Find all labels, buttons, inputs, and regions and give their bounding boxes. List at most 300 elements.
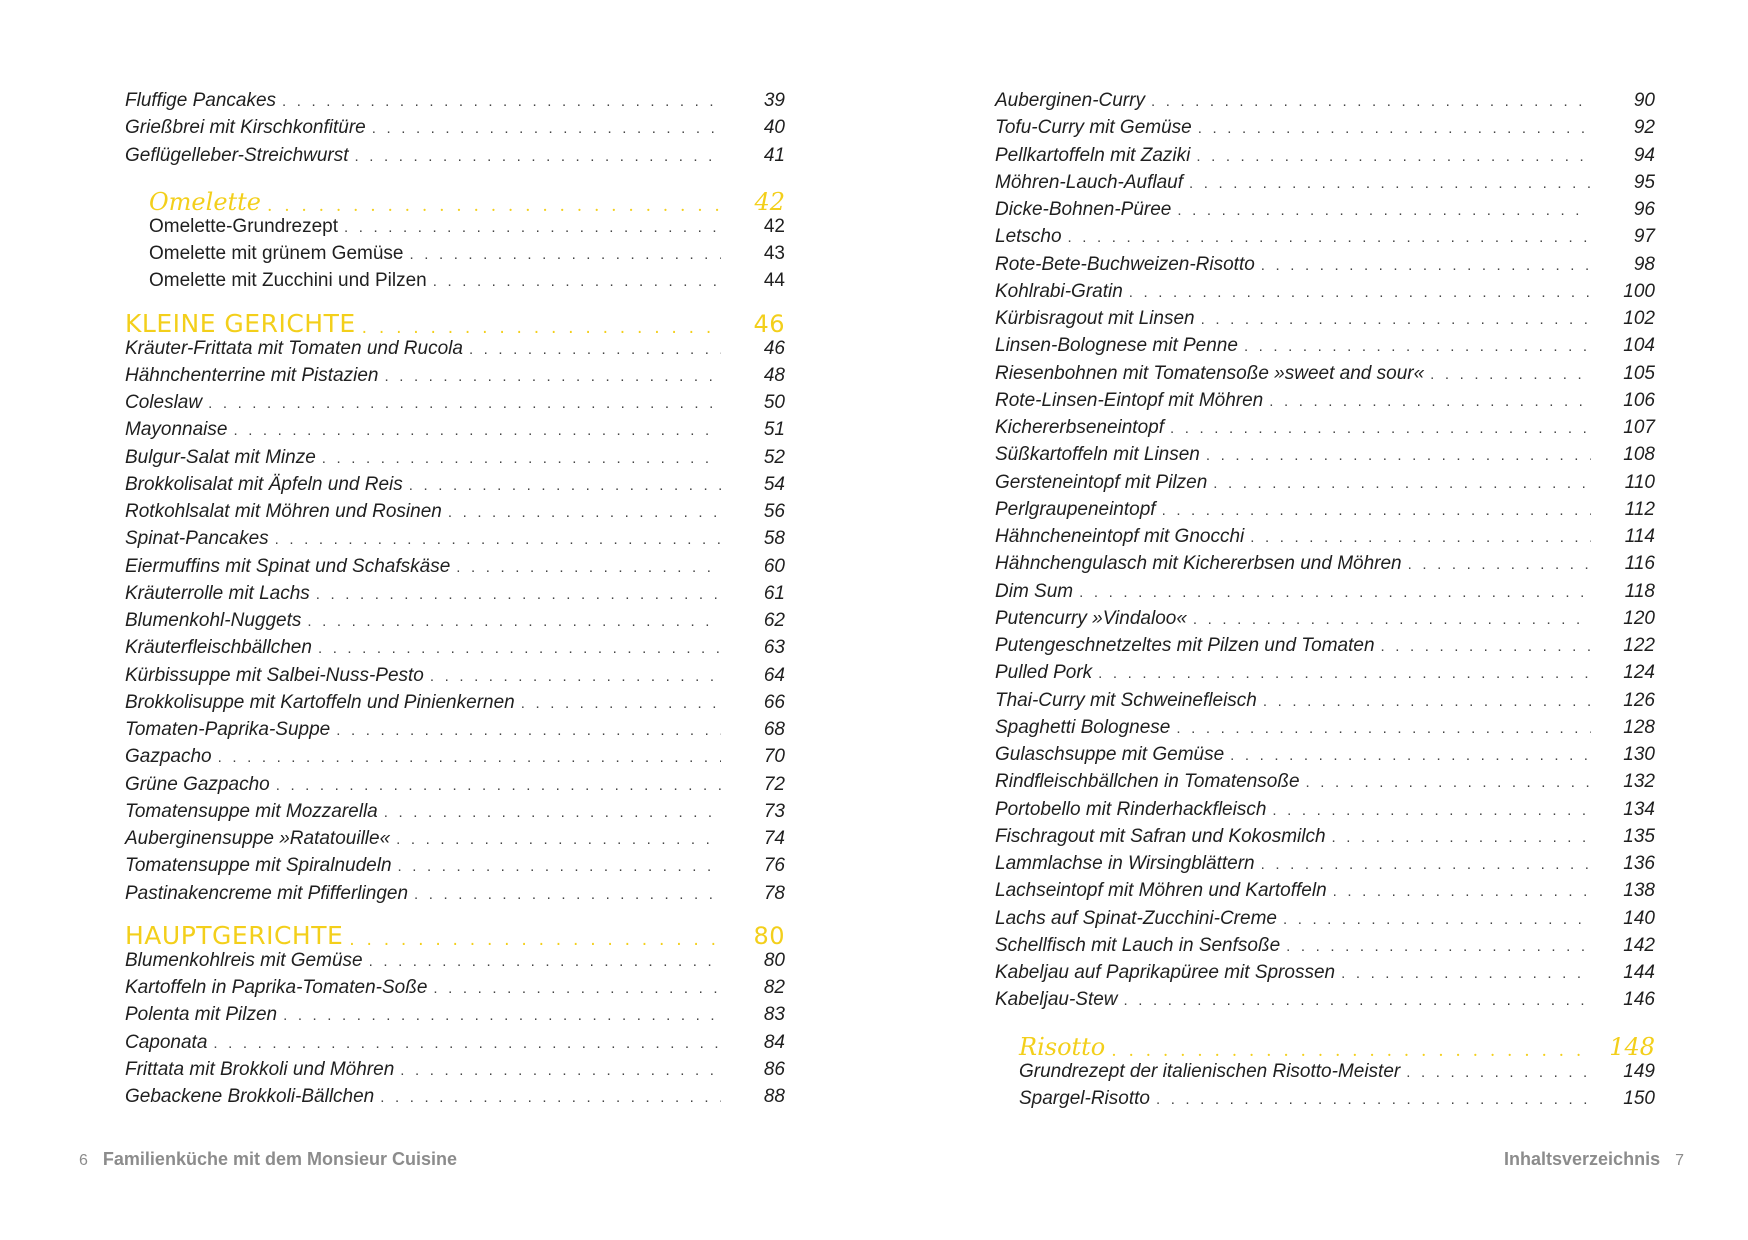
dot-leader bbox=[456, 559, 721, 576]
dot-leader bbox=[1261, 856, 1591, 873]
toc-entry-page: 100 bbox=[1623, 280, 1655, 302]
footer-right bbox=[1504, 1149, 1684, 1170]
toc-entry-page: 150 bbox=[1623, 1087, 1655, 1109]
dot-leader bbox=[1244, 338, 1591, 355]
toc-entry-title: Eiermuffins mit Spinat und Schafskäse bbox=[125, 555, 451, 577]
toc-entry bbox=[125, 801, 785, 828]
dot-leader bbox=[384, 368, 721, 385]
toc-subentry bbox=[125, 270, 785, 297]
toc-entry-page: 97 bbox=[1633, 226, 1655, 248]
toc-entry bbox=[995, 935, 1655, 962]
toc-section-heading bbox=[125, 186, 785, 216]
dot-leader bbox=[276, 777, 721, 794]
toc-entry-page: 39 bbox=[763, 90, 785, 111]
toc-entry-page: 132 bbox=[1623, 771, 1655, 793]
toc-entry-title: HAUPTGERICHTE bbox=[125, 920, 344, 950]
toc-entry bbox=[995, 254, 1655, 281]
toc-entry bbox=[995, 417, 1655, 444]
toc-entry-page: 42 bbox=[763, 215, 785, 237]
dot-leader bbox=[1156, 1091, 1591, 1108]
toc-entry bbox=[125, 746, 785, 773]
toc-left-column bbox=[125, 90, 785, 1113]
toc-entry bbox=[125, 1059, 785, 1086]
toc-entry-page: 96 bbox=[1633, 199, 1655, 220]
toc-entry-page: 128 bbox=[1623, 716, 1655, 738]
toc-entry-title: Kartoffeln in Paprika-Tomaten-Soße bbox=[125, 977, 428, 998]
dot-leader bbox=[1341, 965, 1591, 982]
toc-entry-page: 94 bbox=[1633, 144, 1655, 166]
toc-entry bbox=[125, 145, 785, 172]
toc-entry bbox=[995, 145, 1655, 172]
dot-leader bbox=[409, 477, 721, 494]
dot-leader bbox=[384, 804, 721, 821]
toc-entry-title: Mayonnaise bbox=[125, 419, 228, 441]
toc-chapter-heading bbox=[125, 304, 785, 338]
toc-entry-page: 66 bbox=[763, 691, 785, 713]
toc-entry bbox=[125, 665, 785, 692]
toc-entry-title: Omelette bbox=[149, 187, 262, 216]
toc-entry-title: Putencurry »Vindaloo« bbox=[995, 607, 1187, 629]
toc-entry-page: 122 bbox=[1623, 635, 1655, 656]
dot-leader bbox=[1381, 638, 1591, 655]
toc-entry bbox=[125, 637, 785, 664]
toc-entry bbox=[995, 526, 1655, 553]
dot-leader bbox=[283, 1007, 721, 1024]
toc-entry-page: 72 bbox=[763, 773, 785, 795]
toc-entry-title: Tomaten-Paprika-Suppe bbox=[125, 719, 331, 740]
dot-leader bbox=[1189, 175, 1591, 192]
toc-entry bbox=[995, 744, 1655, 771]
toc-entry-page: 46 bbox=[753, 309, 785, 338]
toc-entry-page: 58 bbox=[763, 528, 785, 550]
toc-entry bbox=[995, 472, 1655, 499]
dot-leader bbox=[322, 450, 721, 467]
toc-entry bbox=[995, 880, 1655, 907]
dot-leader bbox=[1250, 529, 1591, 546]
section-title: Inhaltsverzeichnis bbox=[1504, 1149, 1661, 1169]
toc-entry bbox=[995, 608, 1655, 635]
toc-entry-page: 40 bbox=[763, 117, 785, 139]
book-title: Familienküche mit dem Monsieur Cuisine bbox=[102, 1149, 457, 1169]
toc-entry-title: Hähncheneintopf mit Gnocchi bbox=[995, 526, 1245, 547]
toc-entry-page: 146 bbox=[1623, 989, 1655, 1011]
dot-leader bbox=[1306, 774, 1591, 791]
toc-entry-page: 114 bbox=[1624, 526, 1655, 547]
toc-entry-title: Kräuterrolle mit Lachs bbox=[125, 582, 310, 604]
toc-subentry bbox=[995, 1088, 1655, 1115]
toc-entry-title: Perlgraupeneintopf bbox=[995, 498, 1156, 520]
toc-entry-page: 84 bbox=[763, 1031, 785, 1053]
toc-entry bbox=[125, 392, 785, 419]
toc-entry bbox=[995, 908, 1655, 935]
toc-entry-page: 106 bbox=[1623, 389, 1655, 411]
dot-leader bbox=[267, 196, 721, 216]
toc-entry-title: Rindfleischbällchen in Tomatensoße bbox=[995, 771, 1300, 793]
page-number-right: 7 bbox=[1675, 1152, 1684, 1169]
toc-entry-title: Grundrezept der italienischen Risotto-Meister bbox=[1019, 1060, 1401, 1082]
toc-entry bbox=[125, 1086, 785, 1113]
toc-entry-title: Fischragout mit Safran und Kokosmilch bbox=[995, 825, 1326, 847]
dot-leader bbox=[1151, 93, 1591, 110]
dot-leader bbox=[336, 722, 721, 739]
dot-leader bbox=[318, 640, 721, 657]
dot-leader bbox=[233, 422, 721, 439]
toc-entry-title: Bulgur-Salat mit Minze bbox=[125, 446, 316, 468]
toc-entry-title: Portobello mit Rinderhackfleisch bbox=[995, 798, 1267, 820]
toc-entry bbox=[995, 717, 1655, 744]
dot-leader bbox=[1198, 120, 1591, 137]
toc-entry bbox=[995, 799, 1655, 826]
toc-entry-title: Putengeschnetzeltes mit Pilzen und Tomaten bbox=[995, 635, 1375, 656]
dot-leader bbox=[1193, 611, 1591, 628]
dot-leader bbox=[1261, 257, 1591, 274]
dot-leader bbox=[1408, 556, 1591, 573]
toc-entry bbox=[995, 117, 1655, 144]
toc-entry-page: 138 bbox=[1623, 880, 1655, 902]
toc-entry bbox=[995, 335, 1655, 362]
toc-entry-page: 92 bbox=[1633, 117, 1655, 139]
toc-entry bbox=[995, 635, 1655, 662]
toc-entry-page: 51 bbox=[763, 419, 785, 441]
toc-entry-title: Kabeljau auf Paprikapüree mit Sprossen bbox=[995, 962, 1336, 983]
toc-entry-page: 88 bbox=[763, 1086, 785, 1107]
dot-leader bbox=[430, 668, 721, 685]
dot-leader bbox=[1129, 284, 1591, 301]
toc-entry-title: Blumenkohlreis mit Gemüse bbox=[125, 949, 363, 971]
toc-entry-title: Kürbissuppe mit Salbei-Nuss-Pesto bbox=[125, 664, 424, 686]
footer-left bbox=[79, 1149, 457, 1170]
dot-leader bbox=[1406, 1064, 1591, 1081]
toc-entry-title: Omelette-Grundrezept bbox=[149, 215, 339, 237]
toc-entry-page: 118 bbox=[1624, 580, 1655, 602]
toc-entry-page: 104 bbox=[1623, 335, 1655, 357]
toc-entry-page: 95 bbox=[1633, 171, 1655, 193]
toc-entry-page: 120 bbox=[1623, 607, 1655, 629]
toc-entry-title: Rotkohlsalat mit Möhren und Rosinen bbox=[125, 501, 442, 522]
toc-entry bbox=[995, 444, 1655, 471]
toc-entry-page: 61 bbox=[763, 582, 785, 604]
toc-entry-title: Auberginen-Curry bbox=[995, 90, 1145, 111]
toc-entry-page: 42 bbox=[754, 187, 785, 216]
toc-entry-page: 68 bbox=[763, 719, 785, 740]
toc-subentry bbox=[125, 243, 785, 270]
toc-entry-page: 52 bbox=[763, 446, 785, 468]
dot-leader bbox=[1196, 148, 1591, 165]
dot-leader bbox=[398, 858, 721, 875]
toc-entry-title: Omelette mit grünem Gemüse bbox=[149, 243, 404, 264]
toc-entry-page: 64 bbox=[763, 664, 785, 686]
dot-leader bbox=[1269, 393, 1591, 410]
toc-entry-title: Dim Sum bbox=[995, 580, 1074, 602]
toc-entry-title: Omelette mit Zucchini und Pilzen bbox=[149, 270, 427, 292]
toc-entry-page: 48 bbox=[763, 364, 785, 386]
dot-leader bbox=[307, 613, 721, 630]
toc-entry-page: 90 bbox=[1633, 90, 1655, 111]
toc-entry-title: Grüne Gazpacho bbox=[125, 773, 270, 795]
toc-entry-title: Spaghetti Bolognese bbox=[995, 716, 1171, 738]
toc-right-column bbox=[995, 90, 1655, 1115]
toc-entry-title: Hähnchengulasch mit Kichererbsen und Möhren bbox=[995, 553, 1402, 575]
toc-entry-title: Blumenkohl-Nuggets bbox=[125, 610, 302, 631]
dot-leader bbox=[282, 93, 721, 110]
dot-leader bbox=[208, 395, 721, 412]
toc-entry-title: Thai-Curry mit Schweinefleisch bbox=[995, 689, 1257, 711]
dot-leader bbox=[349, 930, 721, 950]
toc-entry bbox=[995, 281, 1655, 308]
toc-entry-page: 82 bbox=[763, 977, 785, 998]
toc-entry-title: Gazpacho bbox=[125, 746, 212, 768]
toc-entry bbox=[995, 853, 1655, 880]
toc-entry bbox=[995, 771, 1655, 798]
toc-entry bbox=[995, 690, 1655, 717]
dot-leader bbox=[521, 695, 721, 712]
toc-entry-title: Coleslaw bbox=[125, 392, 203, 413]
toc-entry bbox=[995, 226, 1655, 253]
toc-entry bbox=[125, 583, 785, 610]
toc-entry-title: Fluffige Pancakes bbox=[125, 90, 277, 111]
toc-entry-page: 83 bbox=[763, 1004, 785, 1026]
toc-entry-page: 80 bbox=[763, 949, 785, 971]
toc-entry-page: 76 bbox=[763, 855, 785, 877]
toc-entry bbox=[125, 338, 785, 365]
dot-leader bbox=[1332, 829, 1591, 846]
toc-entry-title: Linsen-Bolognese mit Penne bbox=[995, 335, 1238, 357]
dot-leader bbox=[433, 273, 721, 290]
toc-entry-page: 135 bbox=[1623, 825, 1655, 847]
toc-entry bbox=[125, 692, 785, 719]
dot-leader bbox=[218, 749, 721, 766]
toc-entry bbox=[995, 581, 1655, 608]
dot-leader bbox=[1286, 938, 1591, 955]
toc-entry bbox=[995, 390, 1655, 417]
dot-leader bbox=[1177, 202, 1591, 219]
toc-entry-title: Lachseintopf mit Möhren und Kartoffeln bbox=[995, 880, 1327, 902]
toc-entry-title: Brokkolisalat mit Äpfeln und Reis bbox=[125, 473, 403, 495]
toc-entry bbox=[995, 199, 1655, 226]
toc-entry-title: Tomatensuppe mit Spiralnudeln bbox=[125, 855, 392, 877]
dot-leader bbox=[433, 980, 721, 997]
toc-entry-title: Dicke-Bohnen-Püree bbox=[995, 199, 1172, 220]
toc-entry-title: Risotto bbox=[1019, 1032, 1106, 1061]
toc-entry-page: 43 bbox=[763, 243, 785, 264]
dot-leader bbox=[1176, 720, 1591, 737]
toc-entry-title: Kichererbseneintopf bbox=[995, 417, 1164, 438]
toc-entry-title: Letscho bbox=[995, 226, 1062, 248]
dot-leader bbox=[414, 886, 721, 903]
dot-leader bbox=[372, 120, 721, 137]
toc-entry bbox=[125, 474, 785, 501]
dot-leader bbox=[1333, 883, 1591, 900]
toc-entry-page: 46 bbox=[763, 337, 785, 359]
dot-leader bbox=[1206, 447, 1591, 464]
toc-entry bbox=[125, 117, 785, 144]
toc-entry-title: Pastinakencreme mit Pfifferlingen bbox=[125, 882, 409, 904]
toc-entry-title: Kohlrabi-Gratin bbox=[995, 280, 1123, 302]
toc-entry-page: 74 bbox=[763, 828, 785, 849]
toc-entry-title: Spargel-Risotto bbox=[1019, 1087, 1150, 1109]
toc-entry-title: Caponata bbox=[125, 1031, 208, 1053]
toc-entry bbox=[125, 719, 785, 746]
dot-leader bbox=[355, 148, 721, 165]
toc-entry-title: Rote-Linsen-Eintopf mit Möhren bbox=[995, 389, 1264, 411]
toc-entry bbox=[125, 855, 785, 882]
dot-leader bbox=[1162, 502, 1591, 519]
toc-entry bbox=[995, 499, 1655, 526]
toc-entry-page: 140 bbox=[1623, 907, 1655, 929]
toc-entry-title: Auberginensuppe »Ratatouille« bbox=[125, 828, 391, 849]
toc-entry-title: Tofu-Curry mit Gemüse bbox=[995, 117, 1192, 139]
dot-leader bbox=[1213, 475, 1591, 492]
dot-leader bbox=[275, 531, 721, 548]
toc-entry-title: Gersteneintopf mit Pilzen bbox=[995, 471, 1208, 493]
toc-entry-page: 110 bbox=[1624, 471, 1655, 493]
toc-entry-page: 126 bbox=[1623, 689, 1655, 711]
toc-entry-title: Kräuterfleischbällchen bbox=[125, 637, 312, 659]
toc-entry-title: Lachs auf Spinat-Zucchini-Creme bbox=[995, 907, 1277, 929]
toc-entry bbox=[125, 365, 785, 392]
toc-section-heading bbox=[995, 1031, 1655, 1061]
dot-leader bbox=[469, 341, 721, 358]
toc-entry bbox=[125, 774, 785, 801]
toc-entry-title: Möhren-Lauch-Auflauf bbox=[995, 171, 1183, 193]
toc-entry bbox=[995, 826, 1655, 853]
toc-entry-title: Pellkartoffeln mit Zaziki bbox=[995, 144, 1191, 166]
toc-entry-title: Süßkartoffeln mit Linsen bbox=[995, 444, 1200, 466]
page-number-left: 6 bbox=[79, 1152, 88, 1169]
toc-entry-title: Gebackene Brokkoli-Bällchen bbox=[125, 1086, 375, 1107]
dot-leader bbox=[1111, 1041, 1591, 1061]
toc-entry-page: 62 bbox=[763, 610, 785, 631]
toc-entry-page: 41 bbox=[763, 144, 785, 166]
toc-entry bbox=[125, 1004, 785, 1031]
toc-entry bbox=[995, 662, 1655, 689]
toc-entry-page: 56 bbox=[763, 501, 785, 522]
toc-entry-page: 144 bbox=[1623, 962, 1655, 983]
toc-entry bbox=[125, 883, 785, 910]
toc-entry-page: 116 bbox=[1624, 553, 1655, 575]
dot-leader bbox=[344, 219, 721, 236]
dot-leader bbox=[380, 1089, 721, 1106]
dot-leader bbox=[1124, 992, 1591, 1009]
dot-leader bbox=[362, 318, 721, 338]
toc-entry bbox=[125, 447, 785, 474]
toc-entry bbox=[125, 977, 785, 1004]
toc-subentry bbox=[125, 216, 785, 243]
dot-leader bbox=[1230, 747, 1591, 764]
dot-leader bbox=[1079, 584, 1591, 601]
toc-entry-title: Frittata mit Brokkoli und Möhren bbox=[125, 1058, 395, 1080]
toc-entry-page: 50 bbox=[763, 392, 785, 413]
toc-entry bbox=[995, 962, 1655, 989]
dot-leader bbox=[1430, 366, 1591, 383]
dot-leader bbox=[1263, 693, 1591, 710]
toc-entry-title: Kabeljau-Stew bbox=[995, 989, 1118, 1011]
toc-entry bbox=[125, 950, 785, 977]
toc-entry-title: Brokkolisuppe mit Kartoffeln und Pinienkernen bbox=[125, 691, 515, 713]
toc-entry bbox=[995, 90, 1655, 117]
toc-entry-title: Spinat-Pancakes bbox=[125, 528, 269, 550]
dot-leader bbox=[400, 1062, 721, 1079]
toc-entry-page: 107 bbox=[1623, 417, 1655, 438]
toc-entry bbox=[125, 419, 785, 446]
toc-entry-page: 54 bbox=[763, 473, 785, 495]
toc-entry-page: 78 bbox=[763, 882, 785, 904]
toc-entry-title: KLEINE GERICHTE bbox=[125, 308, 356, 338]
toc-entry-page: 80 bbox=[753, 921, 785, 950]
dot-leader bbox=[448, 504, 721, 521]
toc-entry-title: Pulled Pork bbox=[995, 662, 1093, 684]
toc-entry-title: Lammlachse in Wirsingblättern bbox=[995, 853, 1255, 874]
toc-entry-page: 102 bbox=[1623, 308, 1655, 329]
toc-entry-page: 148 bbox=[1609, 1032, 1655, 1061]
toc-entry bbox=[995, 989, 1655, 1016]
dot-leader bbox=[1272, 802, 1591, 819]
toc-entry-page: 86 bbox=[763, 1058, 785, 1080]
toc-entry-title: Kräuter-Frittata mit Tomaten und Rucola bbox=[125, 337, 463, 359]
dot-leader bbox=[1283, 911, 1591, 928]
toc-entry-title: Hähnchenterrine mit Pistazien bbox=[125, 364, 379, 386]
toc-subentry bbox=[995, 1061, 1655, 1088]
toc-entry bbox=[995, 553, 1655, 580]
toc-entry bbox=[125, 90, 785, 117]
toc-entry-page: 73 bbox=[763, 800, 785, 822]
toc-entry-title: Riesenbohnen mit Tomatensoße »sweet and sour« bbox=[995, 362, 1425, 384]
toc-entry bbox=[125, 610, 785, 637]
toc-entry-page: 108 bbox=[1623, 444, 1655, 466]
toc-entry bbox=[125, 528, 785, 555]
toc-entry-page: 149 bbox=[1623, 1060, 1655, 1082]
toc-entry-page: 105 bbox=[1623, 362, 1655, 384]
dot-leader bbox=[1098, 665, 1591, 682]
toc-entry bbox=[125, 556, 785, 583]
toc-entry-title: Rote-Bete-Buchweizen-Risotto bbox=[995, 253, 1255, 275]
toc-entry-page: 98 bbox=[1633, 253, 1655, 275]
toc-entry-page: 70 bbox=[763, 746, 785, 768]
toc-entry-page: 136 bbox=[1623, 853, 1655, 874]
toc-entry bbox=[125, 1032, 785, 1059]
toc-entry-page: 124 bbox=[1623, 662, 1655, 684]
dot-leader bbox=[369, 953, 721, 970]
toc-entry-page: 134 bbox=[1623, 798, 1655, 820]
toc-entry-page: 112 bbox=[1624, 498, 1655, 520]
toc-entry-title: Schellfisch mit Lauch in Senfsoße bbox=[995, 934, 1281, 956]
toc-entry-title: Polenta mit Pilzen bbox=[125, 1004, 278, 1026]
toc-entry-page: 130 bbox=[1623, 744, 1655, 765]
toc-entry-title: Gulaschsuppe mit Gemüse bbox=[995, 744, 1225, 765]
toc-entry-title: Kürbisragout mit Linsen bbox=[995, 308, 1195, 329]
dot-leader bbox=[316, 586, 721, 603]
toc-entry-title: Tomatensuppe mit Mozzarella bbox=[125, 800, 378, 822]
toc-entry-title: Grießbrei mit Kirschkonfitüre bbox=[125, 117, 366, 139]
toc-entry-page: 60 bbox=[763, 555, 785, 577]
toc-entry bbox=[995, 308, 1655, 335]
toc-chapter-heading bbox=[125, 916, 785, 950]
toc-entry-title: Geflügelleber-Streichwurst bbox=[125, 144, 349, 166]
dot-leader bbox=[409, 246, 721, 263]
toc-entry-page: 44 bbox=[763, 270, 785, 292]
toc-entry bbox=[995, 172, 1655, 199]
toc-entry-page: 63 bbox=[763, 637, 785, 659]
dot-leader bbox=[213, 1035, 721, 1052]
toc-entry bbox=[125, 501, 785, 528]
dot-leader bbox=[1068, 229, 1591, 246]
toc-entry-page: 142 bbox=[1623, 934, 1655, 956]
dot-leader bbox=[396, 831, 721, 848]
toc-entry bbox=[995, 363, 1655, 390]
dot-leader bbox=[1170, 420, 1591, 437]
toc-entry bbox=[125, 828, 785, 855]
dot-leader bbox=[1201, 311, 1591, 328]
